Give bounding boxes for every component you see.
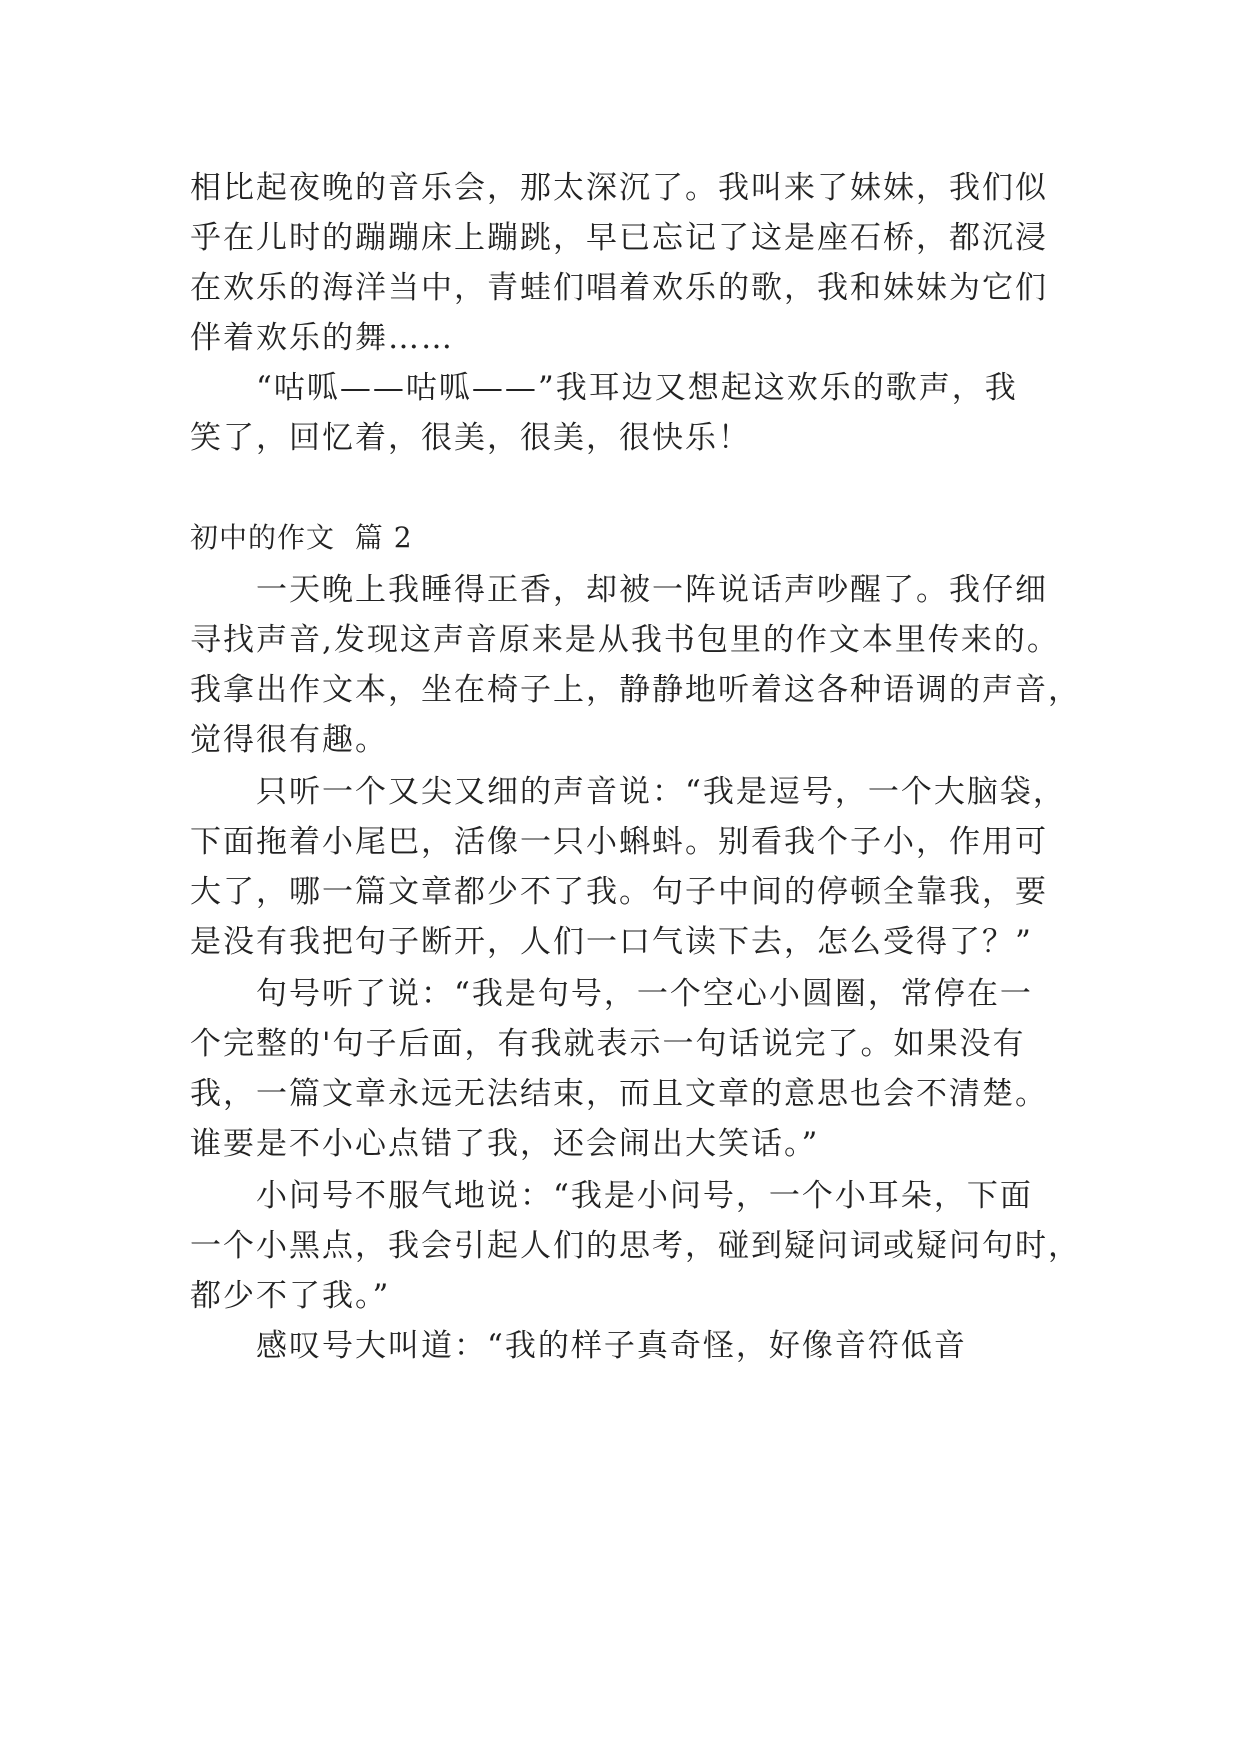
paragraph-line: 个完整的'句子后面，有我就表示一句话说完了。如果没有 xyxy=(190,1026,1026,1062)
paragraph-line: 只听一个又尖又细的声音说：“我是逗号，一个大脑袋， xyxy=(256,774,1066,810)
paragraph-line: 句号听了说：“我是句号，一个空心小圆圈，常停在一 xyxy=(256,976,1033,1012)
paragraph-line: 一个小黑点，我会引起人们的思考，碰到疑问词或疑问句时， xyxy=(190,1228,1081,1264)
essay-heading: 初中的作文 篇 2 xyxy=(190,521,413,554)
paragraph-line: 感叹号大叫道：“我的样子真奇怪，好像音符低音 xyxy=(256,1328,967,1364)
paragraph-line: 一天晚上我睡得正香，却被一阵说话声吵醒了。我仔细 xyxy=(256,572,1048,608)
paragraph-line: 大了，哪一篇文章都少不了我。句子中间的停顿全靠我，要 xyxy=(190,874,1048,910)
paragraph-line: 相比起夜晚的音乐会，那太深沉了。我叫来了妹妹，我们似 xyxy=(190,170,1048,206)
paragraph-line: 寻找声音,发现这声音原来是从我书包里的作文本里传来的。 xyxy=(190,622,1060,658)
paragraph-line: 在欢乐的海洋当中，青蛙们唱着欢乐的歌，我和妹妹为它们 xyxy=(190,270,1048,306)
paragraph-line: 都少不了我。” xyxy=(190,1278,391,1314)
paragraph-line: 下面拖着小尾巴，活像一只小蝌蚪。别看我个子小，作用可 xyxy=(190,824,1048,860)
paragraph-line: 小问号不服气地说：“我是小问号，一个小耳朵，下面 xyxy=(256,1178,1033,1214)
paragraph-line: 乎在儿时的蹦蹦床上蹦跳，早已忘记了这是座石桥，都沉浸 xyxy=(190,220,1048,256)
paragraph-line: 伴着欢乐的舞…… xyxy=(190,320,454,356)
paragraph-line: 我，一篇文章永远无法结束，而且文章的意思也会不清楚。 xyxy=(190,1076,1048,1112)
paragraph-line: 我拿出作文本，坐在椅子上，静静地听着这各种语调的声音， xyxy=(190,672,1081,708)
paragraph-line: 谁要是不小心点错了我，还会闹出大笑话。” xyxy=(190,1126,820,1162)
paragraph-line: 笑了，回忆着，很美，很美，很快乐！ xyxy=(190,420,751,456)
paragraph-line: 是没有我把句子断开，人们一口气读下去，怎么受得了？” xyxy=(190,924,1033,960)
paragraph-line: 觉得很有趣。 xyxy=(190,722,388,758)
paragraph-line: “咕呱——咕呱——”我耳边又想起这欢乐的歌声，我 xyxy=(256,370,1018,406)
